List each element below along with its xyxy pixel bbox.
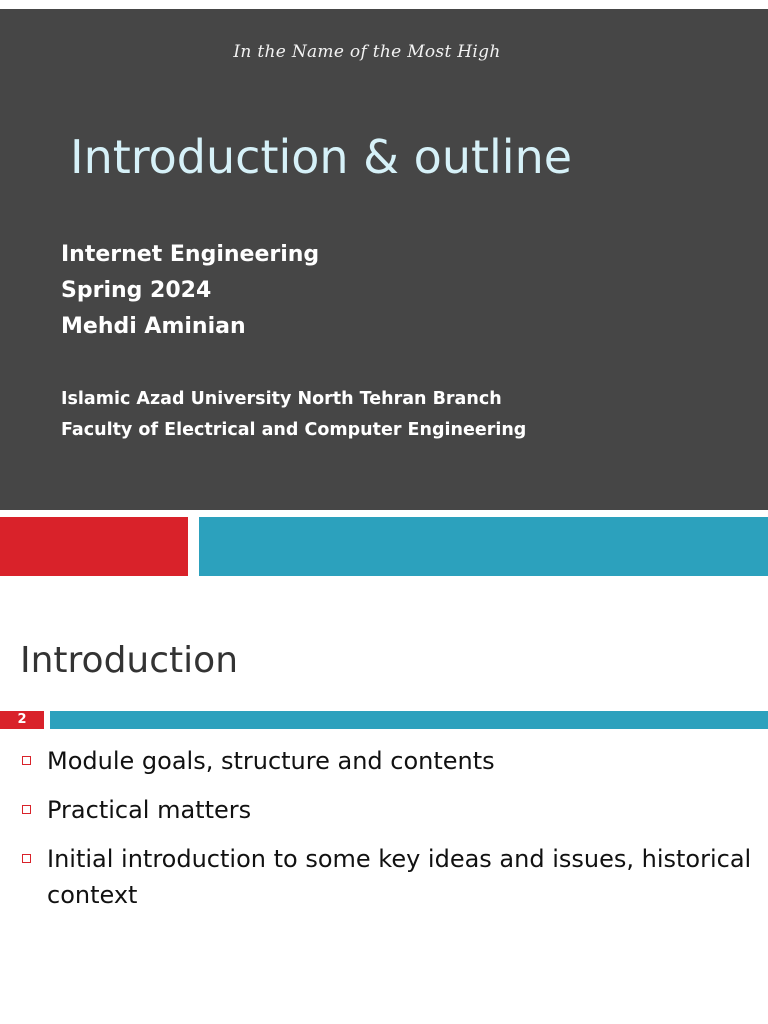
university-name: Islamic Azad University North Tehran Branch — [61, 389, 502, 409]
accent-bar-blue — [199, 517, 768, 576]
faculty-name: Faculty of Electrical and Computer Engineering — [61, 420, 527, 440]
accent-bar-red — [0, 517, 188, 576]
list-item-text: Initial introduction to some key ideas and issues, historical context — [47, 845, 752, 909]
section-heading: Introduction — [20, 640, 239, 681]
instructor-name: Mehdi Aminian — [61, 314, 246, 339]
list-item-text: Module goals, structure and contents — [47, 747, 495, 775]
square-bullet-icon — [22, 854, 31, 863]
dedication-text: In the Name of the Most High — [233, 42, 501, 62]
bullet-list — [20, 743, 760, 926]
list-item — [20, 743, 760, 779]
page-number: 2 — [0, 711, 44, 729]
list-item-text: Practical matters — [47, 796, 252, 824]
square-bullet-icon — [22, 805, 31, 814]
list-item — [20, 792, 760, 828]
header-accent-bar — [50, 711, 768, 729]
square-bullet-icon — [22, 756, 31, 765]
list-item — [20, 841, 760, 913]
course-term: Spring 2024 — [61, 278, 212, 303]
course-info — [61, 237, 319, 345]
course-name: Internet Engineering — [61, 242, 320, 267]
slide-title: Introduction & outline — [70, 130, 573, 184]
institution-info — [61, 384, 526, 446]
